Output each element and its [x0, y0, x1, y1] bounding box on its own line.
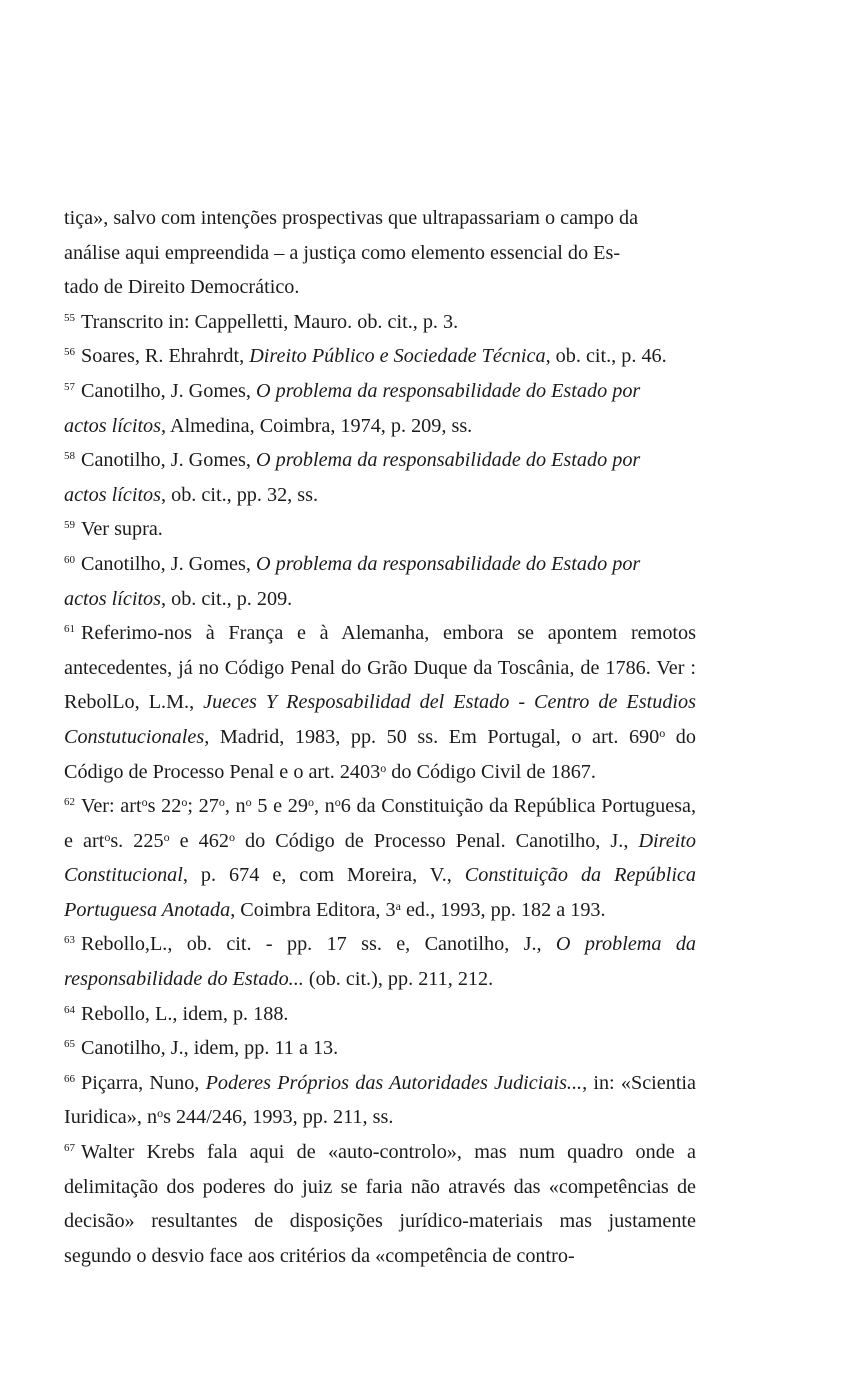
- footnote-text: Ver: art: [81, 795, 142, 818]
- ordinal-mark: o: [163, 829, 170, 844]
- footnote-57: [64, 374, 696, 443]
- footnote-number: 63: [64, 934, 75, 947]
- footnote-55: [64, 305, 696, 340]
- ordinal-mark: o: [181, 795, 188, 810]
- intro-paragraph: [64, 201, 696, 305]
- footnote-title: O problema da responsabilidade do Estado...: [64, 933, 697, 991]
- footnote-56: [64, 339, 696, 374]
- footnote-65: [64, 1031, 696, 1066]
- footnote-text: , n: [313, 795, 335, 818]
- intro-line: tiça», salvo com intenções prospectivas que ultrapassariam o campo da: [64, 207, 639, 229]
- intro-line: análise aqui empreendida – a justiça como elemento essencial do Es-: [64, 241, 621, 264]
- footnote-title: Jueces Y Resposabilidad del Estado - Centro de Estudios Constutucionales: [64, 691, 696, 748]
- footnote-title: Direito Constitucional: [64, 829, 697, 887]
- footnote-66: [64, 1066, 696, 1135]
- footnote-text: , Madrid, 1983, pp. 50 ss. Em Portugal, o art. 690: [204, 725, 660, 748]
- footnote-text: Canotilho, J., idem, pp. 11 a 13.: [81, 1037, 339, 1060]
- footnote-text: do Código Civil de 1867.: [386, 760, 596, 783]
- footnote-text: do Código de Processo Penal e o art. 2403: [64, 725, 696, 783]
- footnote-text: (ob. cit.), pp. 211, 212.: [303, 968, 494, 991]
- footnote-text: do Código de Processo Penal. Canotilho, J.,: [234, 829, 639, 852]
- footnote-58: [64, 443, 696, 512]
- footnote-text: , n: [224, 795, 246, 818]
- footnote-text: s 22: [147, 795, 182, 818]
- ordinal-mark: o: [141, 795, 148, 810]
- footnote-number: 66: [64, 1072, 75, 1085]
- intro-line: tado de Direito Democrático.: [64, 276, 300, 299]
- footnote-text: Rebollo,L., ob. cit. - pp. 17 ss. e, Canotilho, J.,: [81, 933, 556, 956]
- footnote-title: actos lícitos: [64, 587, 162, 610]
- footnote-text: Piçarra, Nuno,: [81, 1071, 206, 1094]
- footnote-number: 60: [64, 553, 75, 566]
- footnote-number: 65: [64, 1038, 75, 1051]
- footnote-64: [64, 997, 696, 1032]
- footnote-title: O problema da responsabilidade do Estado por: [255, 449, 641, 472]
- footnote-62: [64, 789, 696, 927]
- footnote-67: [64, 1135, 696, 1273]
- footnote-text: Referimo-nos à França e à Alemanha, embora se apontem remotos antecedentes, já no Código Penal do Grão Duque da Toscânia, de 1786. Ver : RebolLo, L.M.,: [64, 622, 696, 714]
- footnote-number: 56: [64, 346, 75, 359]
- footnote-title: actos lícitos: [64, 483, 162, 506]
- footnote-text: 5 e 29: [251, 795, 308, 818]
- footnote-text: Canotilho, J. Gomes,: [81, 552, 256, 575]
- footnote-title: Poderes Próprios das Autoridades Judiciais...: [205, 1071, 583, 1094]
- ordinal-mark: o: [228, 829, 235, 844]
- footnote-number: 55: [64, 311, 75, 324]
- footnote-text: s 244/246, 1993, pp. 211, ss.: [163, 1106, 394, 1129]
- footnote-text: e 462: [169, 829, 229, 852]
- footnote-title: O problema da responsabilidade do Estado por: [255, 552, 641, 575]
- footnote-text: Soares, R. Ehrahrdt,: [81, 345, 250, 368]
- footnote-text: , ob. cit., p. 209.: [161, 587, 293, 610]
- ordinal-mark: o: [104, 829, 111, 844]
- footnote-number: 61: [64, 623, 75, 636]
- footnote-number: 59: [64, 519, 75, 532]
- footnote-number: 62: [64, 796, 75, 809]
- footnote-text: Canotilho, J. Gomes,: [81, 379, 256, 402]
- ordinal-mark: a: [395, 898, 401, 913]
- footnote-text: , ob. cit., pp. 32, ss.: [161, 483, 319, 506]
- footnote-number: 64: [64, 1003, 75, 1016]
- ordinal-mark: o: [157, 1106, 164, 1121]
- footnote-text: 6 da Constituição da República Portuguesa, e art: [64, 795, 697, 852]
- footnote-text: Walter Krebs fala aqui de «auto-controlo», mas num quadro onde a delimitação dos poderes do juiz se faria não através das «competências de decisão» resultantes de disposições jurídico-materiais mas justamente segundo o desvio face aos critérios da «competência de contro-: [64, 1141, 696, 1267]
- footnote-number: 58: [64, 450, 75, 463]
- footnote-text: , Coimbra Editora, 3: [230, 898, 396, 921]
- footnote-title: O problema da responsabilidade do Estado por: [255, 379, 641, 402]
- footnote-63: [64, 927, 696, 996]
- footnote-number: 57: [64, 380, 75, 393]
- footnote-text: , in: «Scientia Iuridica», n: [64, 1071, 696, 1129]
- footnote-text: Ver supra.: [81, 518, 163, 541]
- footnote-title: actos lícitos: [64, 414, 162, 437]
- footnote-text: ; 27: [187, 795, 219, 818]
- ordinal-mark: o: [307, 795, 314, 810]
- footnote-59: [64, 512, 696, 547]
- ordinal-mark: o: [245, 795, 252, 810]
- footnote-text: , p. 674 e, com Moreira, V.,: [182, 864, 465, 887]
- footnote-text: , ob. cit., p. 46.: [545, 345, 667, 368]
- footnote-title: Constituição da República Portuguesa Anotada: [64, 864, 696, 921]
- ordinal-mark: o: [334, 795, 341, 810]
- footnote-number: 67: [64, 1142, 75, 1155]
- footnote-text: s. 225: [110, 829, 164, 852]
- footnote-title: Direito Público e Sociedade Técnica: [249, 345, 546, 368]
- ordinal-mark: o: [380, 760, 387, 775]
- ordinal-mark: o: [659, 725, 666, 740]
- footnote-text: , Almedina, Coimbra, 1974, p. 209, ss.: [161, 414, 473, 437]
- footnote-text: Canotilho, J. Gomes,: [81, 449, 256, 472]
- ordinal-mark: o: [218, 795, 225, 810]
- footnote-61: [64, 616, 696, 789]
- footnote-60: [64, 547, 696, 616]
- footnote-text: Rebollo, L., idem, p. 188.: [81, 1002, 289, 1025]
- document-page: [64, 201, 696, 1273]
- footnote-text: Transcrito in: Cappelletti, Mauro. ob. cit., p. 3.: [81, 310, 459, 333]
- footnote-text: ed., 1993, pp. 182 a 193.: [400, 898, 606, 921]
